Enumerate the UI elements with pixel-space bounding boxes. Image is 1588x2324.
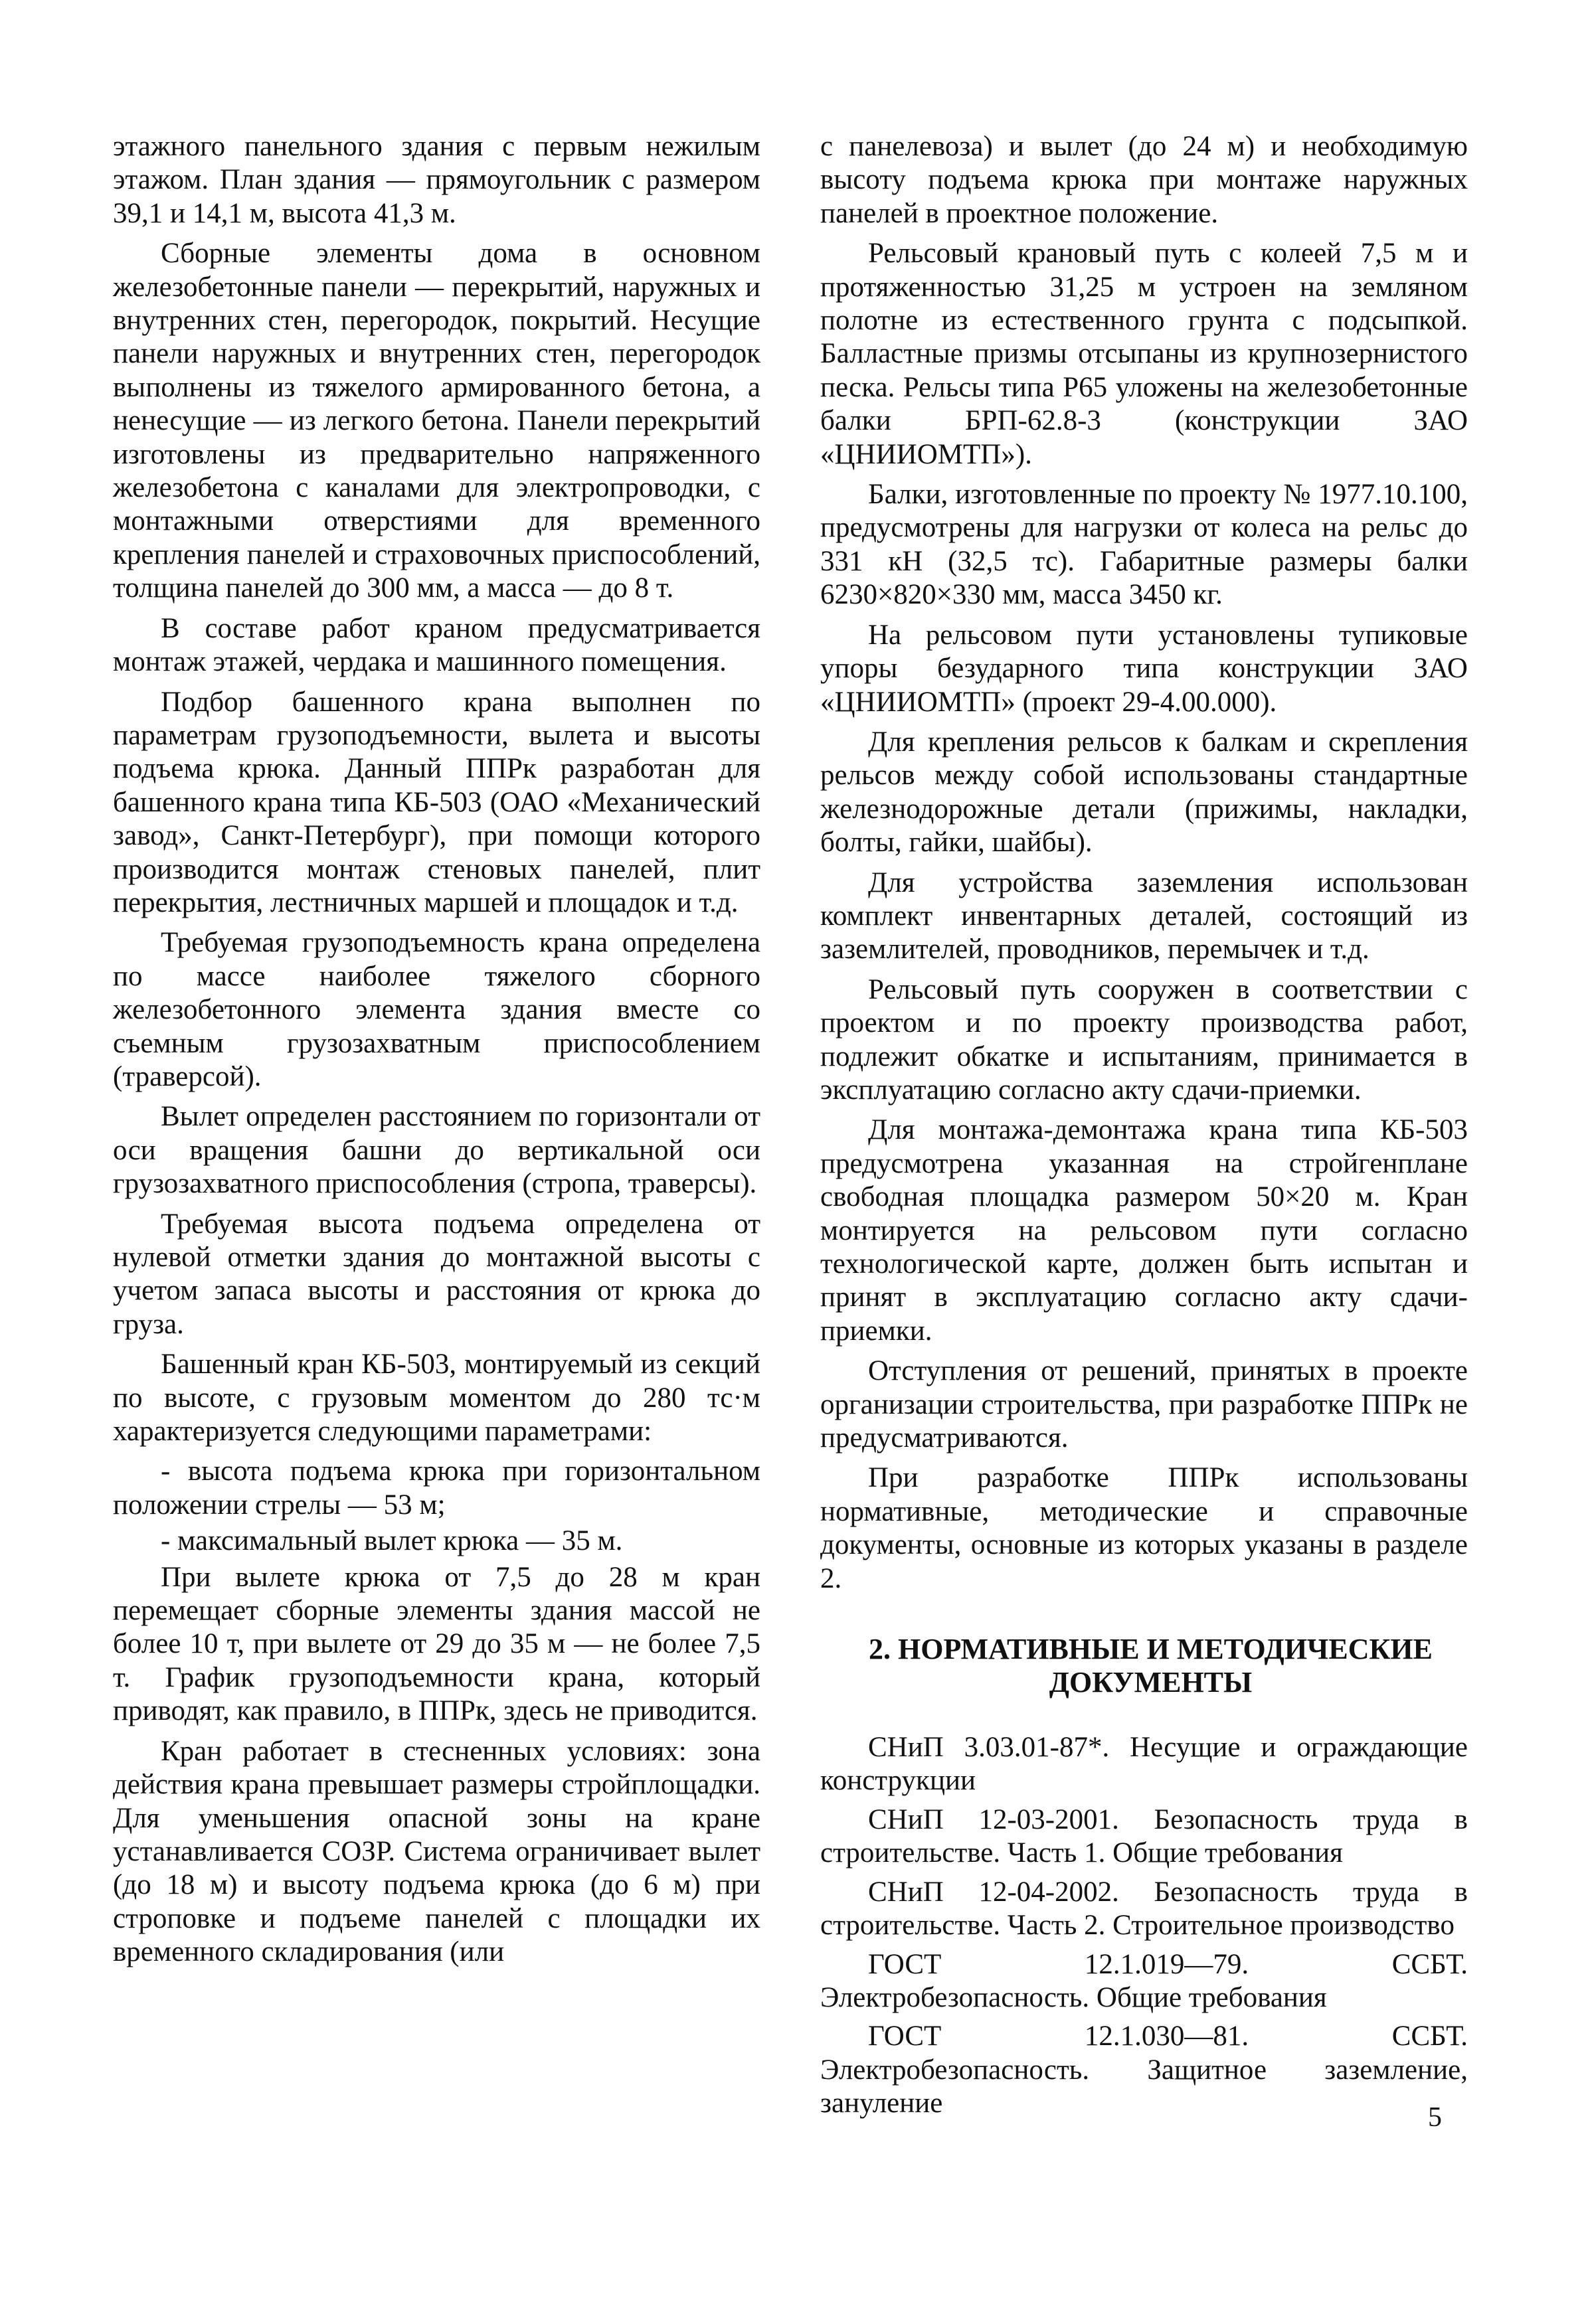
paragraph: При вылете крюка от 7,5 до 28 м кран перемещает сборные элементы здания массой не более 10 т, при вылете от 29 до 35 м — не более 7,5 т. График грузоподъемности крана, который приводят, как правило, в ППРк, здесь не приводится. — [113, 1561, 760, 1727]
paragraph: Рельсовый путь сооружен в соответствии с проектом и по проекту производства работ, подлежит обкатке и испытаниям, принимается в эксплуатацию согласно акту сдачи-приемки. — [820, 973, 1468, 1106]
paragraph: Сборные элементы дома в основном железобетонные панели — перекрытий, наружных и внутренних стен, перегородок, покрытий. Несущие панели наружных и внутренних стен, перегородок выполнены из тяжелого армированного бетона, а ненесущие — из легкого бетона. Панели перекрытий изготовлены из предварительно напряженного железобетона с каналами для электропроводки, с монтажными отверстиями для временного крепления панелей и страховочных приспособлений, толщина панелей до 300 мм, а масса — до 8 т. — [113, 238, 760, 604]
paragraph: с панелевоза) и вылет (до 24 м) и необходимую высоту подъема крюка при монтаже наружных панелей в проектное положение. — [820, 131, 1468, 229]
reference-item: СНиП 3.03.01-87*. Несущие и ограждающие конструкции — [820, 1732, 1468, 1797]
page-number: 5 — [1428, 2102, 1442, 2133]
paragraph: Для монтажа-демонтажа крана типа КБ-503 предусмотрена указанная на стройгенплане свободная площадка размером 50×20 м. Кран монтируется на рельсовом пути согласно технологической карте, должен быть испытан и принят в эксплуатацию согласно акту сдачи-приемки. — [820, 1114, 1468, 1347]
left-column — [113, 130, 760, 1976]
paragraph: Отступления от решений, принятых в проекте организации строительства, при разработке ППРк не предусматриваются. — [820, 1355, 1468, 1454]
list-item: - максимальный вылет крюка — 35 м. — [161, 1525, 623, 1557]
paragraph: В составе работ краном предусматривается монтаж этажей, чердака и машинного помещения. — [113, 612, 760, 678]
paragraph: Рельсовый крановый путь с колеей 7,5 м и протяженностью 31,25 м устроен на земляном полотне из естественного грунта с подсыпкой. Балластные призмы отсыпаны из крупнозернистого песка. Рельсы типа Р65 уложены на железобетонные балки БРП-62.8-3 (конструкции ЗАО «ЦНИИОМТП»). — [820, 238, 1468, 470]
paragraph: Балки, изготовленные по проекту № 1977.10.100, предусмотрены для нагрузки от колеса на рельс до 331 кН (32,5 тс). Габаритные размеры балки 6230×820×330 мм, масса 3450 кг. — [820, 479, 1468, 611]
paragraph: Подбор башенного крана выполнен по параметрам грузоподъемности, вылета и высоты подъема крюка. Данный ППРк разработан для башенного крана типа КБ-503 (ОАО «Механический завод», Санкт-Петербург), при помощи которого производится монтаж стеновых панелей, плит перекрытия, лестничных маршей и площадок и т.д. — [113, 686, 760, 918]
reference-item: ГОСТ 12.1.030—81. ССБТ. Электробезопасность. Защитное заземление, зануление — [820, 2021, 1468, 2119]
paragraph: На рельсовом пути установлены тупиковые упоры безударного типа конструкции ЗАО «ЦНИИОМТП» (проект 29-4.00.000). — [820, 619, 1468, 718]
reference-list — [820, 1731, 1468, 2120]
paragraph: Требуемая высота подъема определена от нулевой отметки здания до монтажной высоты с учетом запаса высоты и расстояния от крюка до груза. — [113, 1208, 760, 1340]
paragraph: Требуемая грузоподъемность крана определена по массе наиболее тяжелого сборного железобетонного элемента здания вместе со съемным грузозахватным приспособлением (траверсой). — [113, 927, 760, 1092]
paragraph: Кран работает в стесненных условиях: зона действия крана превышает размеры стройплощадки. Для уменьшения опасной зоны на кране устанавливается СОЗР. Система ограничивает вылет (до 18 м) и высоту подъема крюка (до 6 м) при строповке и подъеме панелей с площадки их временного складирования (или — [113, 1735, 760, 1968]
section-heading: 2. НОРМАТИВНЫЕ И МЕТОДИЧЕСКИЕ ДОКУМЕНТЫ — [869, 1633, 1433, 1699]
paragraph: Для устройства заземления использован комплект инвентарных деталей, состоящий из заземлителей, проводников, перемычек и т.д. — [820, 867, 1468, 965]
paragraph: При разработке ППРк использованы нормативные, методические и справочные документы, основные из которых указаны в разделе 2. — [820, 1462, 1468, 1594]
reference-item: СНиП 12-04-2002. Безопасность труда в строительстве. Часть 2. Строительное производство — [820, 1876, 1468, 1942]
reference-item: СНиП 12-03-2001. Безопасность труда в строительстве. Часть 1. Общие требования — [820, 1803, 1468, 1869]
reference-item: ГОСТ 12.1.019—79. ССБТ. Электробезопасность. Общие требования — [820, 1948, 1468, 2013]
paragraph: этажного панельного здания с первым нежилым этажом. План здания — прямоугольник с размером 39,1 и 14,1 м, высота 41,3 м. — [113, 131, 760, 229]
right-column — [820, 130, 1468, 2126]
paragraph: Башенный кран КБ-503, монтируемый из секций по высоте, с грузовым моментом до 280 тс·м характеризуется следующими параметрами: — [113, 1349, 760, 1448]
paragraph: Вылет определен расстоянием по горизонтали от оси вращения башни до вертикальной оси грузозахватного приспособления (стропа, траверсы). — [113, 1101, 760, 1200]
list-item: - высота подъема крюка при горизонтальном положении стрелы — 53 м; — [113, 1455, 760, 1521]
paragraph: Для крепления рельсов к балкам и скрепления рельсов между собой использованы стандартные железнодорожные детали (прижимы, накладки, болты, гайки, шайбы). — [820, 726, 1468, 859]
